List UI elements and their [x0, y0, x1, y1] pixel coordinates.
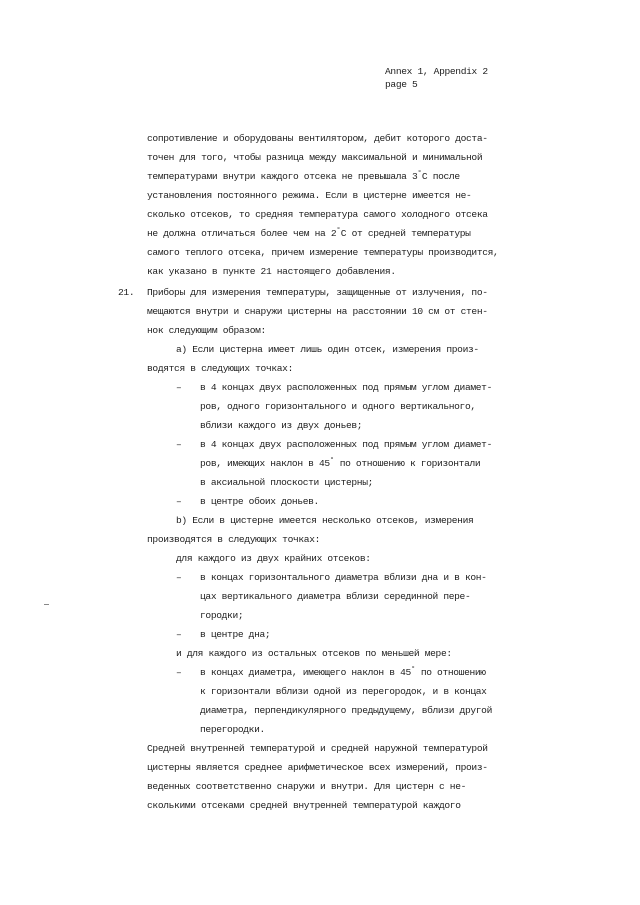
- degree-sign: °: [417, 170, 422, 178]
- list-item-line: в центре обоих доньев.: [200, 496, 319, 507]
- text-line: цистерны является среднее арифметическое всех измерений, произ-: [147, 762, 488, 773]
- text-line: производятся в следующих точках:: [147, 534, 321, 545]
- text-line: водятся в следующих точках:: [147, 363, 293, 374]
- text-line: и для каждого из остальных отсеков по меньшей мере:: [176, 648, 452, 659]
- text-line: точен для того, чтобы разница между максимальной и минимальной: [147, 152, 483, 163]
- list-item-line: в концах диаметра, имеющего наклон в 45° по отношению: [200, 666, 486, 678]
- margin-mark: [44, 604, 49, 605]
- list-dash: –: [176, 667, 182, 678]
- list-item-line: к горизонтали вблизи одной из перегородок, и в концах: [200, 686, 487, 697]
- text-line: установления постоянного режима. Если в цистерне имеется не-: [147, 190, 472, 201]
- list-item-line: ров, одного горизонтального и одного вертикального,: [200, 401, 476, 412]
- list-item-line: цах вертикального диаметра вблизи серединной пере-: [200, 591, 471, 602]
- degree-sign: °: [410, 666, 416, 674]
- list-item-line: в концах горизонтального диаметра вблизи дна и в кон-: [200, 572, 487, 583]
- text-line: сколькими отсеками средней внутренней температурой каждого: [147, 800, 461, 811]
- list-item-line: вблизи каждого из двух доньев;: [200, 420, 363, 431]
- list-dash: –: [176, 439, 182, 450]
- list-item-line: ров, имеющих наклон в 45° по отношению к горизонтали: [200, 457, 481, 469]
- list-item-line: в центре дна;: [200, 629, 271, 640]
- annex-label: Annex 1, Appendix 2: [385, 66, 488, 77]
- list-dash: –: [176, 572, 182, 583]
- list-item-line: в 4 концах двух расположенных под прямым углом диамет-: [200, 439, 492, 450]
- text-line: сопротивление и оборудованы вентилятором, дебит которого доста-: [147, 133, 488, 144]
- text-line: a) Если цистерна имеет лишь один отсек, измерения произ-: [176, 344, 479, 355]
- text-line: веденных соответственно снаружи и внутри. Для цистерн с не-: [147, 781, 467, 792]
- degree-sign: °: [336, 227, 341, 235]
- degree-sign: °: [329, 457, 335, 465]
- text-line: Средней внутренней температурой и средней наружной температурой: [147, 743, 488, 754]
- text-line: b) Если в цистерне имеется несколько отсеков, измерения: [176, 515, 474, 526]
- list-item-line: в аксиальной плоскости цистерны;: [200, 477, 374, 488]
- list-item-line: перегородки.: [200, 724, 265, 735]
- text-line: нок следующим образом:: [147, 325, 266, 336]
- section-number: 21.: [118, 287, 135, 298]
- page-number: page 5: [385, 79, 418, 90]
- text-line: Приборы для измерения температуры, защищенные от излучения, по-: [147, 287, 488, 298]
- list-dash: –: [176, 629, 182, 640]
- list-item-line: в 4 концах двух расположенных под прямым углом диамет-: [200, 382, 492, 393]
- list-item-line: городки;: [200, 610, 244, 621]
- text-line: для каждого из двух крайних отсеков:: [176, 553, 371, 564]
- text-line: мещаются внутри и снаружи цистерны на расстоянии 10 см от стен-: [147, 306, 488, 317]
- text-line: как указано в пункте 21 настоящего добавления.: [147, 266, 396, 277]
- text-line: не должна отличаться более чем на 2°C от средней температуры: [147, 227, 471, 239]
- text-line: самого теплого отсека, причем измерение температуры производится,: [147, 247, 499, 258]
- text-line: сколько отсеков, то средняя температура самого холодного отсека: [147, 209, 488, 220]
- text-line: температурами внутри каждого отсека не превышала 3°C после: [147, 170, 460, 182]
- list-dash: –: [176, 496, 182, 507]
- list-dash: –: [176, 382, 182, 393]
- list-item-line: диаметра, перпендикулярного предыдущему, вблизи другой: [200, 705, 492, 716]
